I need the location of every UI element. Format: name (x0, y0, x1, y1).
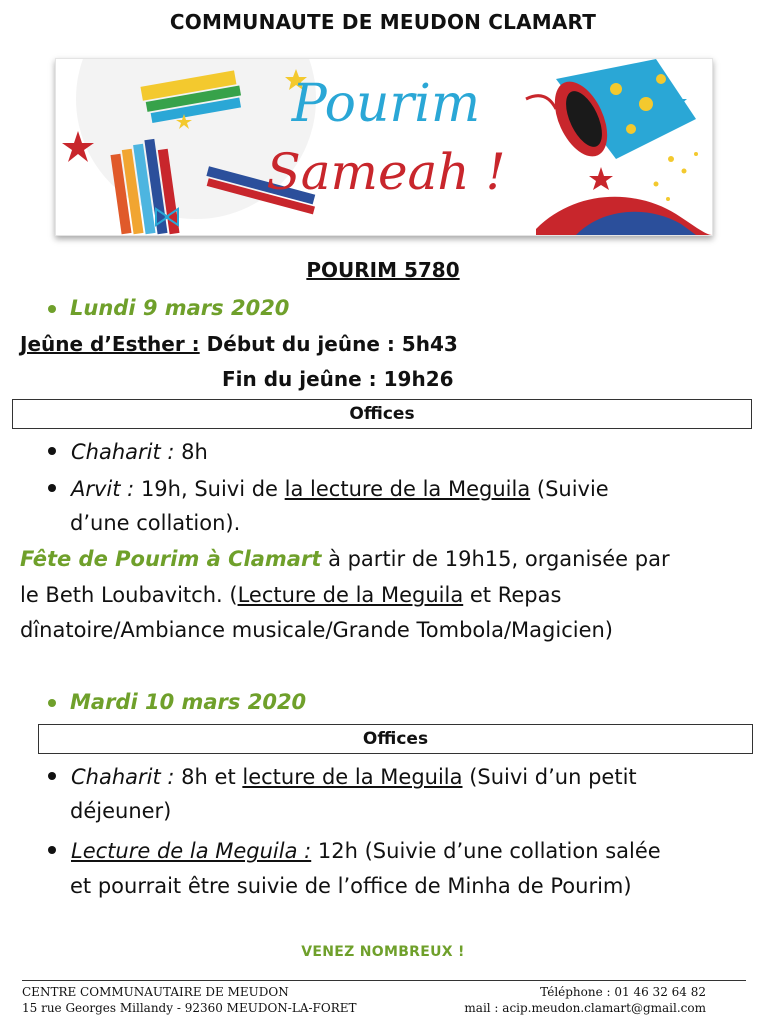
day1-date: Lundi 9 mars 2020 (70, 296, 290, 320)
meguila-link: la lecture de la Meguila (284, 477, 531, 501)
footer-org: CENTRE COMMUNAUTAIRE DE MEUDON (22, 985, 289, 999)
fete-title: Fête de Pourim à Clamart (20, 547, 322, 571)
fast-start: Début du jeûne : 5h43 (206, 332, 458, 356)
list-item: Lecture de la Meguila : 12h (Suivie d’une collation salée (48, 834, 661, 868)
bullet-icon (48, 484, 56, 492)
footer-divider (22, 980, 746, 981)
pourim-banner (55, 58, 713, 236)
footer-address: 15 rue Georges Millandy - 92360 MEUDON-LA-FORET (22, 1001, 357, 1015)
list-item-continuation: d’une collation). (70, 511, 241, 535)
bullet-icon (48, 846, 56, 854)
fast-label: Jeûne d’Esther : (20, 332, 200, 356)
day1-date-item (48, 296, 289, 320)
footer-phone: Téléphone : 01 46 32 64 82 (540, 985, 706, 999)
bullet-icon (48, 699, 56, 707)
fete-line: le Beth Loubavitch. (Lecture de la Meguila et Repas (20, 583, 562, 607)
fete-line: dînatoire/Ambiance musicale/Grande Tombola/Magicien) (20, 618, 614, 642)
fast-start-line (20, 332, 458, 356)
offices-header-day2: Offices (38, 724, 753, 754)
page-title: COMMUNAUTE DE MEUDON CLAMART (169, 10, 597, 34)
list-item-continuation: et pourrait être suivie de l’office de Minha de Pourim) (70, 874, 632, 898)
day2-date: Mardi 10 mars 2020 (70, 690, 307, 714)
fast-end: Fin du jeûne : 19h26 (222, 367, 454, 391)
list-item-continuation: déjeuner) (70, 799, 172, 823)
day2-date-item (48, 690, 306, 714)
list-item: Arvit : 19h, Suivi de la lecture de la Meguila (Suivie (48, 472, 609, 506)
call-to-action: VENEZ NOMBREUX ! (301, 944, 465, 960)
section-title: POURIM 5780 (306, 258, 460, 282)
list-item: Chaharit : 8h (48, 435, 208, 469)
banner-line2: Sameah ! (266, 143, 506, 201)
footer-mail: mail : acip.meudon.clamart@gmail.com (464, 1001, 706, 1015)
bullet-icon (48, 772, 56, 780)
banner-illustration (56, 59, 712, 235)
offices-header-day1: Offices (12, 399, 752, 429)
banner-line1: Pourim (291, 74, 481, 134)
bullet-icon (48, 305, 56, 313)
list-item: Chaharit : 8h et lecture de la Meguila (Suivi d’un petit (48, 760, 637, 794)
fete-line: Fête de Pourim à Clamart à partir de 19h15, organisée par (20, 547, 670, 571)
bullet-icon (48, 447, 56, 455)
